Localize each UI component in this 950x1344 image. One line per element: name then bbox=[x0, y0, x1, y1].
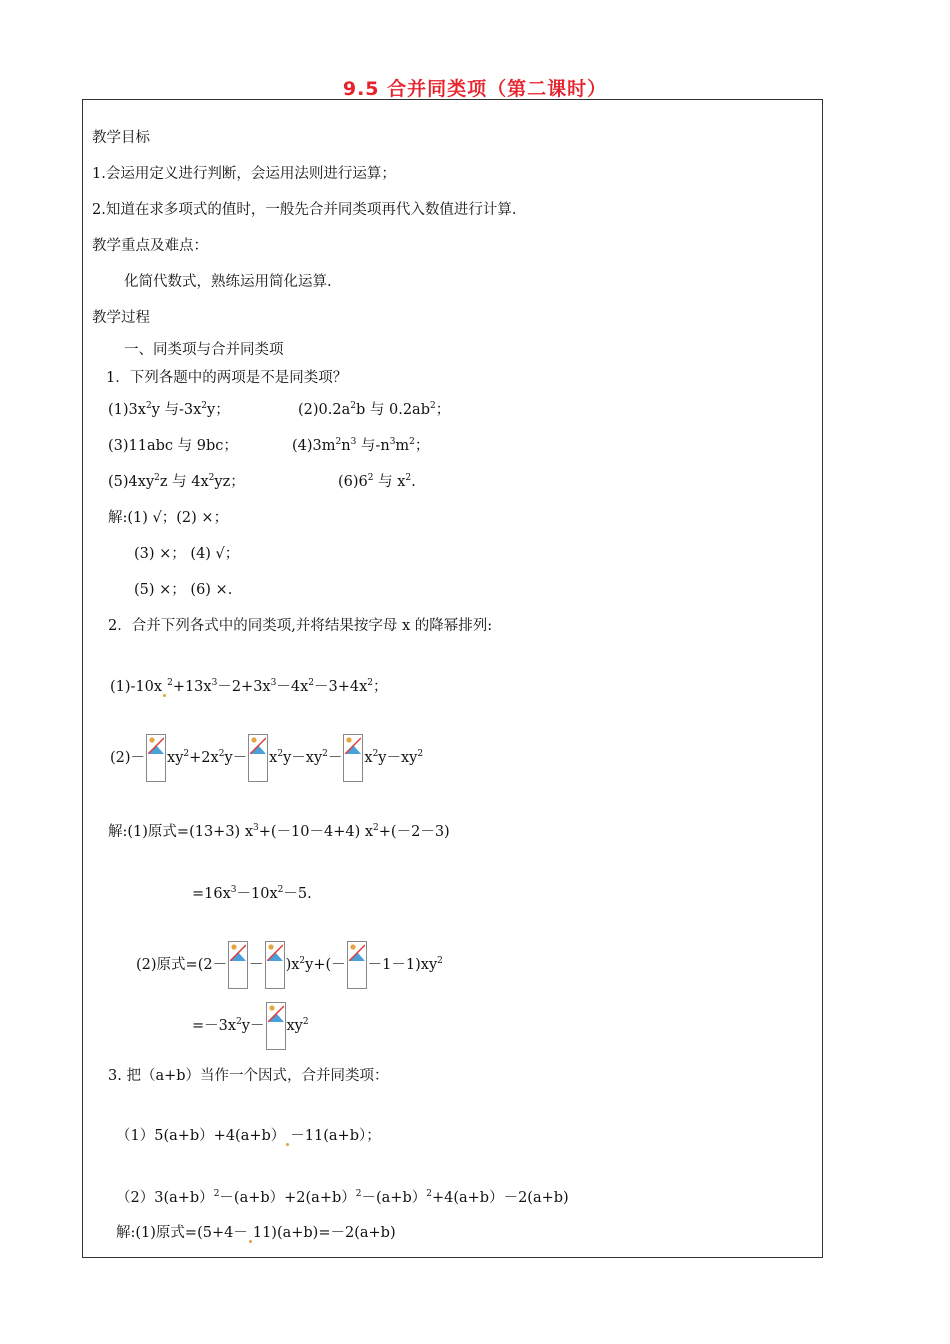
process-heading: 教学过程 bbox=[92, 310, 150, 326]
fraction-placeholder-icon bbox=[266, 1002, 286, 1050]
q2-stem: 2．合并下列各式中的同类项,并将结果按字母 x 的降幂排列: bbox=[108, 618, 493, 634]
keypoints-content: 化简代数式，熟练运用简化运算. bbox=[124, 274, 332, 290]
q2-expr-1: (1)-10x $^2+13x^3-2+3x^3-4x^2-3+4x^2$； bbox=[110, 678, 388, 695]
q2-expr-2: (2)－ $xy^2+2x^2y-$ $x^2y-xy^2-$ $x^2y-xy^2$ bbox=[110, 734, 423, 782]
page-title: 9.5 合并同类项（第二课时） bbox=[342, 78, 608, 100]
q1-pair-1: $(1)3x^2y$ 与$-3x^2y$； bbox=[108, 401, 230, 418]
q1-pair-3: (3)11abc 与 9bc； bbox=[108, 438, 238, 454]
fraction-placeholder-icon bbox=[347, 941, 367, 989]
q1-pair-4: $(4)3m^2n^3$ 与$-n^3m^2$； bbox=[292, 437, 430, 454]
q2-solution-2-result: $=-3x^2y-$ $xy^2$ bbox=[192, 1002, 309, 1050]
ink-dot bbox=[286, 1143, 289, 1146]
q1-pair-2: $(2)0.2a^2b$ 与 $0.2ab^2$； bbox=[298, 401, 451, 418]
q1-pair-5: $(5)4xy^2z$ 与 $4x^2yz$； bbox=[108, 473, 245, 490]
q3-expr-1: （1）5(a+b）+4(a+b） －11(a+b）； bbox=[116, 1128, 381, 1144]
q2-solution-1: 解:(1)原式=(13+3) $x^3+(-10-4+4)$ $x^2+(-2-3)$ bbox=[108, 823, 450, 840]
ink-dot bbox=[249, 1240, 252, 1243]
q1-answer-2: (3) ×； (4) √； bbox=[134, 546, 240, 562]
q3-solution-1: 解:(1)原式=(5+4－ 11)(a+b)=－2(a+b) bbox=[116, 1225, 396, 1241]
section-1-heading: 一、同类项与合并同类项 bbox=[124, 342, 284, 358]
ink-dot bbox=[163, 694, 166, 697]
q3-expr-2: （2）3(a+b）$^2$－(a+b）+2(a+b）$^2$－(a+b）$^2$+4(a+b）－2(a+b) bbox=[116, 1189, 569, 1206]
q1-answer-3: (5) ×； (6) ×. bbox=[134, 582, 233, 598]
q1-pair-6: $(6)6^2$ 与 $x^2$. bbox=[338, 473, 416, 490]
q2-solution-2: (2)原式=(2－ － )$x^2y+(-$ $-1-1)xy^2$ bbox=[136, 941, 443, 989]
fraction-placeholder-icon bbox=[343, 734, 363, 782]
fraction-placeholder-icon bbox=[248, 734, 268, 782]
fraction-placeholder-icon bbox=[265, 941, 285, 989]
fraction-placeholder-icon bbox=[146, 734, 166, 782]
q1-answer-1: 解:(1) √；(2) ×； bbox=[108, 510, 229, 526]
goal-item-1: 1.会运用定义进行判断，会运用法则进行运算； bbox=[92, 166, 396, 182]
q3-stem: 3. 把（a+b）当作一个因式，合并同类项： bbox=[108, 1068, 389, 1084]
q2-solution-1-result: $=16x^3-10x^2-5$. bbox=[192, 885, 312, 902]
keypoints-heading: 教学重点及难点： bbox=[92, 238, 208, 254]
fraction-placeholder-icon bbox=[228, 941, 248, 989]
goals-heading: 教学目标 bbox=[92, 130, 150, 146]
q1-stem: 1．下列各题中的两项是不是同类项？ bbox=[106, 370, 348, 386]
goal-item-2: 2.知道在求多项式的值时，一般先合并同类项再代入数值进行计算. bbox=[92, 202, 517, 218]
